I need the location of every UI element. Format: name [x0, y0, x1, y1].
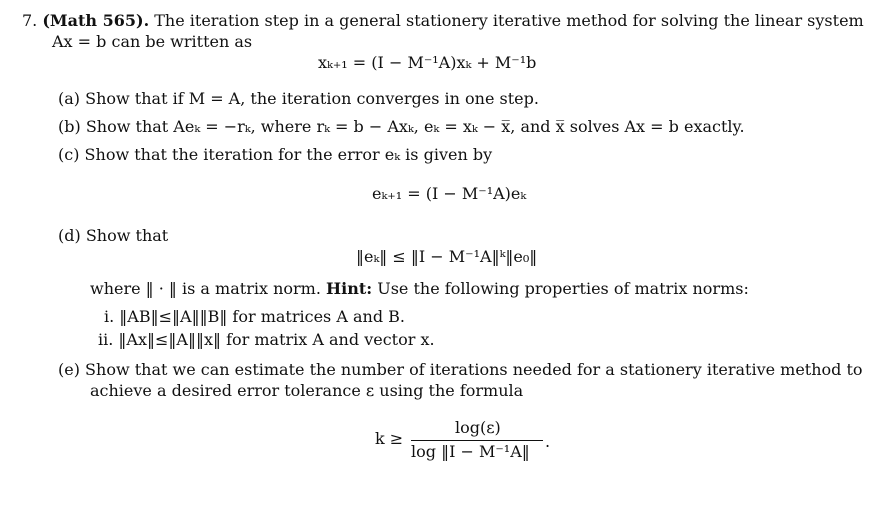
formula-denominator: log ‖I − M⁻¹A‖	[411, 442, 530, 461]
course-label: (Math 565).	[42, 11, 150, 30]
part-b-label: (b)	[58, 117, 81, 136]
part-a-label: (a)	[58, 89, 81, 108]
item-ii-text: ‖Ax‖≤‖A‖‖x‖ for matrix A and vector x.	[118, 330, 435, 349]
norm-property-i	[104, 307, 405, 327]
part-a-text: Show that if M = A, the iteration converges in one step.	[85, 89, 539, 108]
main-equation: xₖ₊₁ = (I − M⁻¹A)xₖ + M⁻¹b	[318, 53, 537, 72]
part-a	[58, 89, 539, 109]
part-d-text: Show that	[85, 226, 169, 245]
hint-text: Use the following properties of matrix norms:	[377, 279, 749, 298]
part-c	[58, 145, 492, 165]
part-d-label: (d)	[58, 226, 81, 245]
part-d	[58, 226, 168, 246]
part-e	[58, 360, 863, 380]
problem-number: 7.	[22, 11, 38, 30]
hint-label: Hint:	[326, 279, 373, 298]
part-d-where	[90, 279, 749, 299]
formula-period: .	[545, 432, 551, 451]
part-e-label: (e)	[58, 360, 80, 379]
item-ii-label: ii.	[98, 330, 114, 349]
part-e-text-line2: achieve a desired error tolerance ε using the formula	[90, 381, 524, 400]
item-i-text: ‖AB‖≤‖A‖‖B‖ for matrices A and B.	[119, 307, 405, 326]
formula-numerator: log(ε)	[455, 418, 501, 437]
where-text: where ‖ · ‖ is a matrix norm.	[90, 279, 321, 298]
part-d-equation: ‖eₖ‖ ≤ ‖I − M⁻¹A‖ᵏ‖e₀‖	[356, 247, 538, 266]
part-c-label: (c)	[58, 145, 80, 164]
part-b-text: Show that Aeₖ = −rₖ, where rₖ = b − Axₖ, eₖ = xₖ − x̅, and x̅ solves Ax = b exactly.	[85, 117, 745, 136]
item-i-label: i.	[104, 307, 115, 326]
part-c-equation: eₖ₊₁ = (I − M⁻¹A)eₖ	[372, 184, 527, 203]
formula-lhs: k ≥	[375, 429, 404, 448]
part-b	[58, 117, 745, 137]
intro-text: The iteration step in a general stationery iterative method for solving the linear system	[154, 11, 864, 30]
norm-property-ii	[98, 330, 435, 350]
fraction-bar	[411, 440, 543, 441]
problem-intro-line2: Ax = b can be written as	[52, 32, 253, 51]
iteration-count-formula	[375, 418, 565, 468]
part-e-text-line1: Show that we can estimate the number of iterations needed for a stationery iterative method to	[85, 360, 863, 379]
problem-intro-line1	[22, 11, 864, 31]
part-c-text: Show that the iteration for the error eₖ is given by	[84, 145, 493, 164]
